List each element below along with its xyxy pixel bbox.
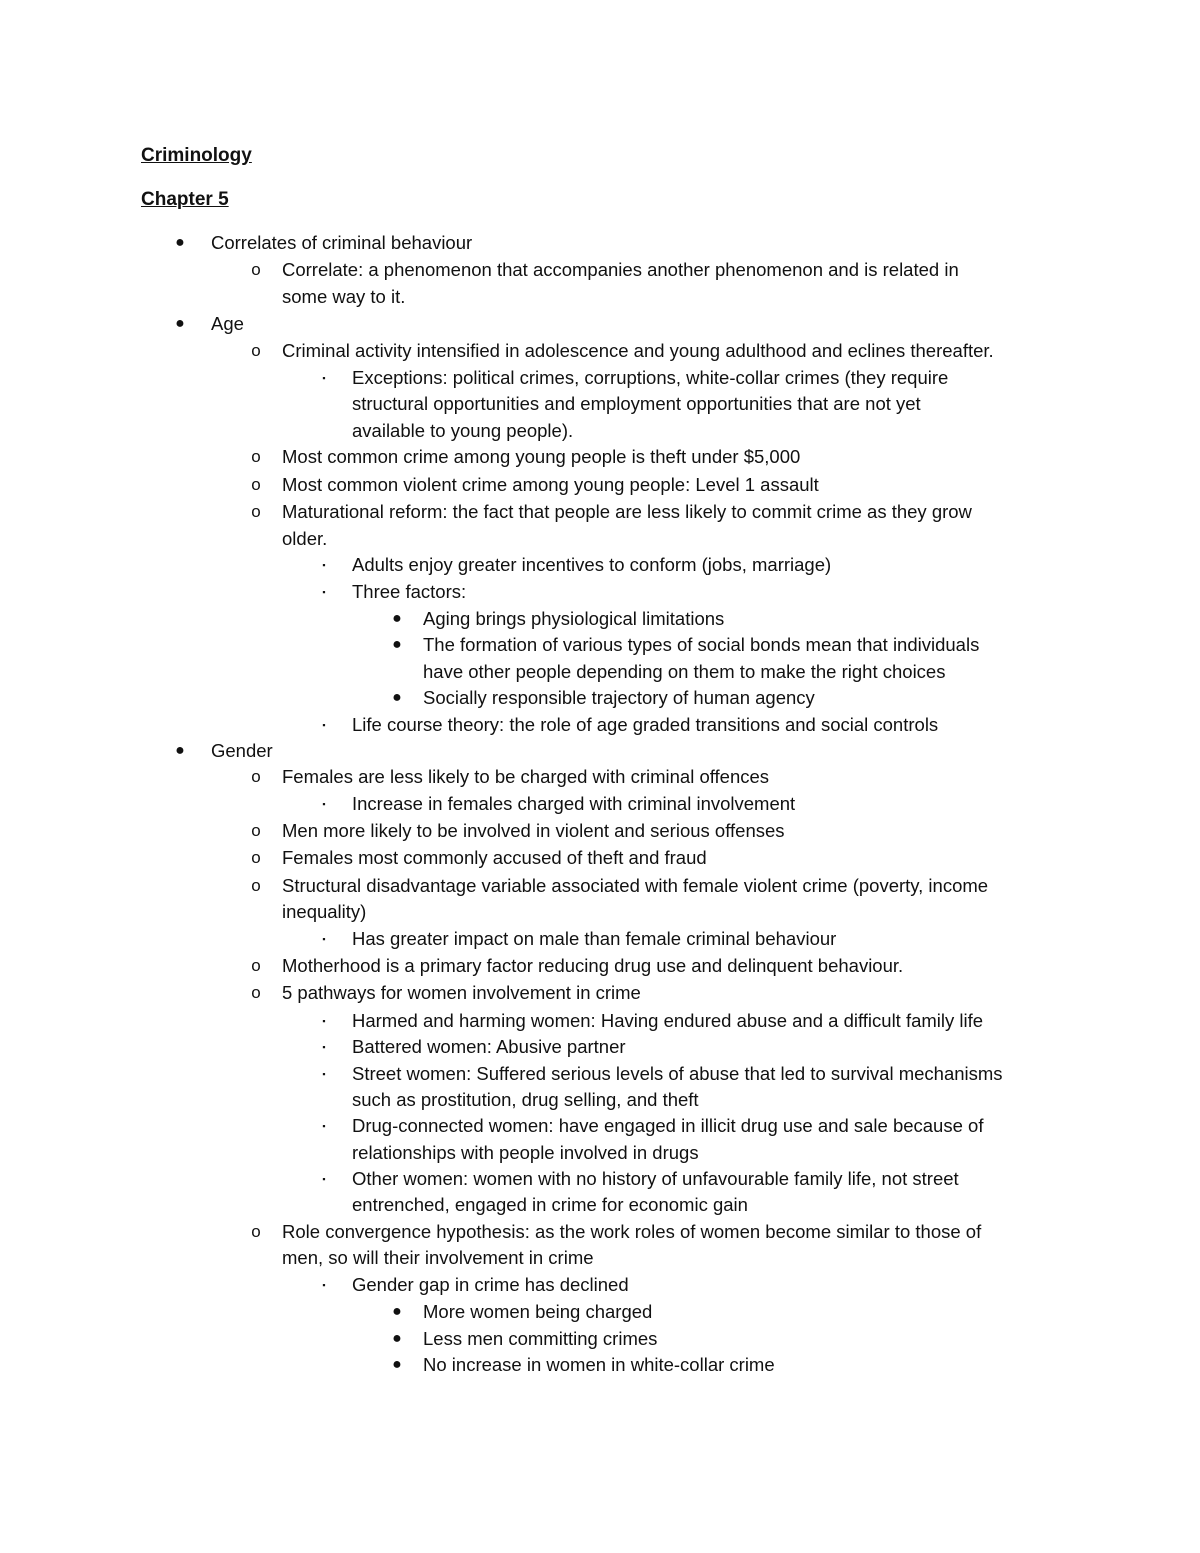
list-item-continuation: men, so will their involvement in crime <box>282 1247 594 1268</box>
list-item-continuation: available to young people). <box>352 420 574 441</box>
square-bullet-icon: ▪ <box>322 799 326 809</box>
list-item: Females most commonly accused of theft and fraud <box>282 847 707 868</box>
list-item: Three factors: <box>352 581 467 602</box>
list-item: 5 pathways for women involvement in crime <box>282 982 641 1003</box>
list-item: Gender <box>211 740 273 761</box>
list-item: Gender gap in crime has declined <box>352 1274 629 1295</box>
disc-bullet-icon: ● <box>392 636 402 653</box>
square-bullet-icon: ▪ <box>322 587 326 597</box>
list-item: Criminal activity intensified in adolescence and young adulthood and eclines thereafter. <box>282 340 994 361</box>
list-item: Street women: Suffered serious levels of abuse that led to survival mechanisms <box>352 1063 1003 1084</box>
list-item: Maturational reform: the fact that people are less likely to commit crime as they grow <box>282 501 972 522</box>
circle-bullet-icon: o <box>251 876 261 895</box>
list-item: Has greater impact on male than female criminal behaviour <box>352 928 837 949</box>
list-item: Other women: women with no history of unfavourable family life, not street <box>352 1168 959 1189</box>
circle-bullet-icon: o <box>251 502 261 521</box>
list-item-continuation: some way to it. <box>282 286 406 307</box>
list-item-continuation: inequality) <box>282 901 367 922</box>
circle-bullet-icon: o <box>251 956 261 975</box>
list-item: Most common crime among young people is theft under $5,000 <box>282 446 801 467</box>
disc-bullet-icon: ● <box>175 742 185 759</box>
disc-bullet-icon: ● <box>175 315 185 332</box>
circle-bullet-icon: o <box>251 821 261 840</box>
list-item: The formation of various types of social bonds mean that individuals <box>423 634 980 655</box>
list-item: Correlates of criminal behaviour <box>211 232 473 253</box>
disc-bullet-icon: ● <box>175 234 185 251</box>
square-bullet-icon: ▪ <box>322 1042 326 1052</box>
list-item-continuation: relationships with people involved in drugs <box>352 1142 699 1163</box>
circle-bullet-icon: o <box>251 767 261 786</box>
chapter-heading: Chapter 5 <box>141 189 229 210</box>
circle-bullet-icon: o <box>251 983 261 1002</box>
square-bullet-icon: ▪ <box>322 373 326 383</box>
disc-bullet-icon: ● <box>392 1330 402 1347</box>
circle-bullet-icon: o <box>251 475 261 494</box>
circle-bullet-icon: o <box>251 260 261 279</box>
list-item: Socially responsible trajectory of human agency <box>423 687 815 708</box>
square-bullet-icon: ▪ <box>322 1121 326 1131</box>
list-item: Females are less likely to be charged with criminal offences <box>282 766 770 787</box>
square-bullet-icon: ▪ <box>322 1016 326 1026</box>
list-item: Harmed and harming women: Having endured abuse and a difficult family life <box>352 1010 984 1031</box>
disc-bullet-icon: ● <box>392 610 402 627</box>
list-item: More women being charged <box>423 1301 653 1322</box>
list-item-continuation: such as prostitution, drug selling, and theft <box>352 1089 699 1110</box>
list-item-continuation: have other people depending on them to make the right choices <box>423 661 946 682</box>
list-item: No increase in women in white-collar crime <box>423 1354 775 1375</box>
list-item: Structural disadvantage variable associated with female violent crime (poverty, income <box>282 875 989 896</box>
list-item: Men more likely to be involved in violent and serious offenses <box>282 820 785 841</box>
list-item: Increase in females charged with criminal involvement <box>352 793 796 814</box>
disc-bullet-icon: ● <box>392 1356 402 1373</box>
circle-bullet-icon: o <box>251 848 261 867</box>
list-item: Adults enjoy greater incentives to conform (jobs, marriage) <box>352 554 832 575</box>
circle-bullet-icon: o <box>251 447 261 466</box>
disc-bullet-icon: ● <box>392 689 402 706</box>
list-item: Motherhood is a primary factor reducing drug use and delinquent behaviour. <box>282 955 904 976</box>
circle-bullet-icon: o <box>251 341 261 360</box>
list-item: Aging brings physiological limitations <box>423 608 725 629</box>
list-item: Less men committing crimes <box>423 1328 658 1349</box>
circle-bullet-icon: o <box>251 1222 261 1241</box>
list-item: Most common violent crime among young people: Level 1 assault <box>282 474 819 495</box>
square-bullet-icon: ▪ <box>322 1174 326 1184</box>
list-item: Age <box>211 313 244 334</box>
square-bullet-icon: ▪ <box>322 1280 326 1290</box>
list-item-continuation: entrenched, engaged in crime for economic gain <box>352 1194 748 1215</box>
list-item: Correlate: a phenomenon that accompanies another phenomenon and is related in <box>282 259 959 280</box>
list-item: Battered women: Abusive partner <box>352 1036 626 1057</box>
list-item: Drug-connected women: have engaged in illicit drug use and sale because of <box>352 1115 984 1136</box>
list-item: Life course theory: the role of age graded transitions and social controls <box>352 714 939 735</box>
list-item-continuation: structural opportunities and employment opportunities that are not yet <box>352 393 921 414</box>
list-item: Exceptions: political crimes, corruptions, white-collar crimes (they require <box>352 367 949 388</box>
list-item-continuation: older. <box>282 528 328 549</box>
document-title: Criminology <box>141 145 252 166</box>
square-bullet-icon: ▪ <box>322 560 326 570</box>
square-bullet-icon: ▪ <box>322 720 326 730</box>
disc-bullet-icon: ● <box>392 1303 402 1320</box>
square-bullet-icon: ▪ <box>322 1069 326 1079</box>
list-item: Role convergence hypothesis: as the work roles of women become similar to those of <box>282 1221 982 1242</box>
square-bullet-icon: ▪ <box>322 934 326 944</box>
